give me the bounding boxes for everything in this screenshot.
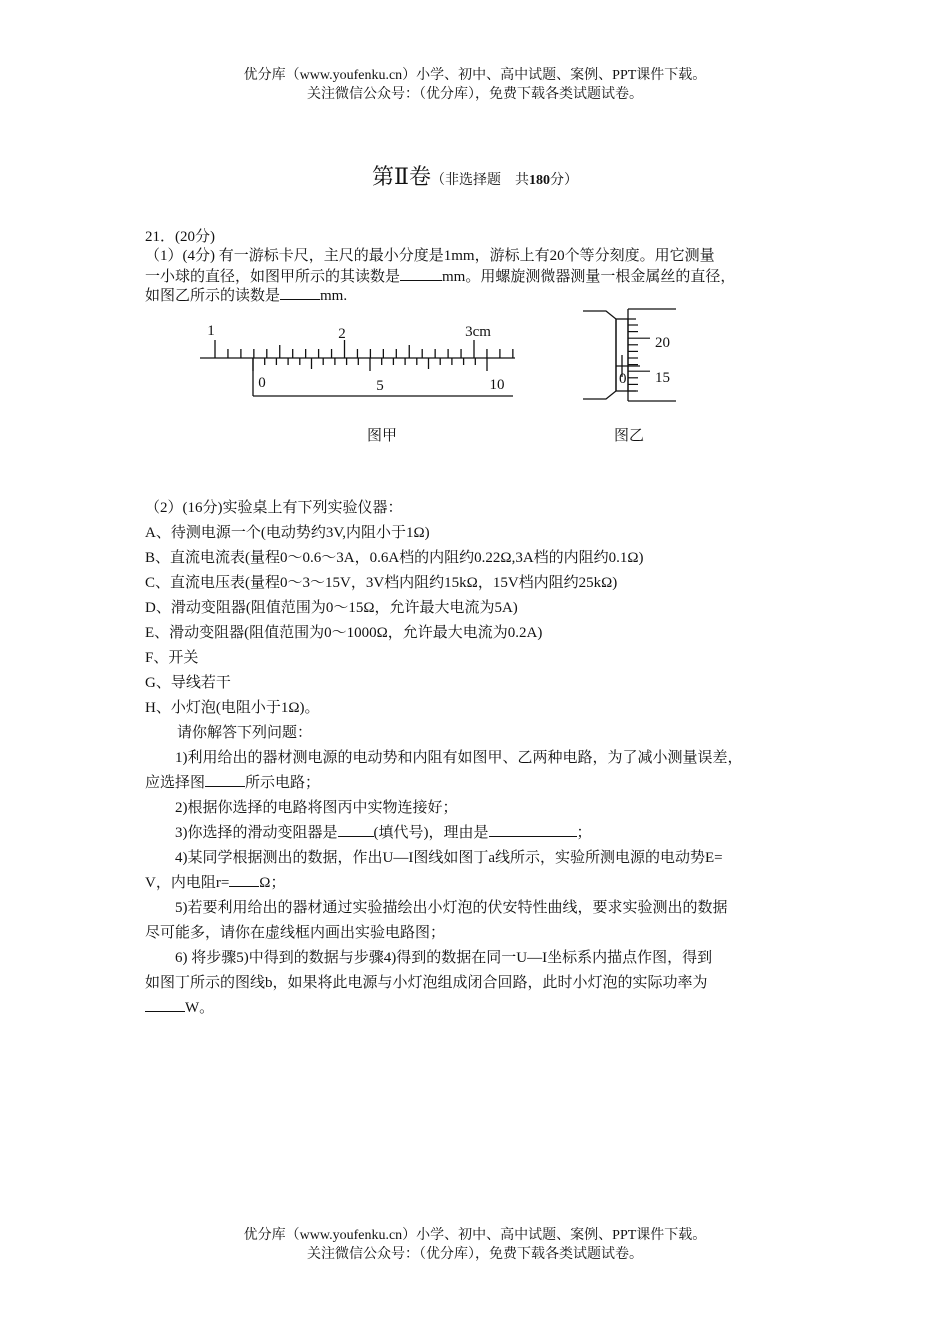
part1-line-2-text-b: mm。用螺旋测微器测量一根金属丝的直径， [442,269,736,285]
main-scale-label-1: 1 [207,323,215,339]
question-number: 21．(20分) [145,229,215,245]
caliper-main-scale [200,340,515,358]
subquestion-6-line-b: 如图丁所示的图线b，如果将此电源与小灯泡组成闭合回路，此时小灯泡的实际功率为 [145,975,708,991]
main-scale-label-2: 2 [338,326,346,342]
subquestion-6-line-a: 6) 将步骤5)中得到的数据与步骤4)得到的数据在同一U—I坐标系内描点作图，得到 [175,950,713,966]
section-title-sub-suffix: 分） [549,173,578,188]
figure-caption-jia: 图甲 [367,428,398,444]
answer-blank-caliper[interactable] [400,266,442,281]
part1-line-3 [145,285,815,304]
part1-line-2-text-a: 一小球的直径，如图甲所示的其读数是 [145,269,401,285]
subquestion-3-text-c: ； [576,825,592,841]
instrument-item: D、滑动变阻器(阻值范围为0～15Ω，允许最大电流为5A) [145,600,518,616]
instrument-item: G、导线若干 [145,675,231,691]
figure-caption-yi: 图乙 [614,428,645,444]
answer-blank-circuit-choice[interactable] [205,772,245,787]
thimble-label-20: 20 [655,335,670,351]
sleeve-label-0: 0 [619,371,627,387]
micrometer-frame [583,311,616,399]
answer-blank-rheostat[interactable] [338,822,374,837]
subquestion-4-text-b: Ω； [259,875,286,891]
subquestion-4-text-a: V，内电阻r= [145,875,230,891]
subquestion-1-line-b [145,771,815,796]
instrument-item: E、滑动变阻器(阻值范围为0～1000Ω，允许最大电流为0.2A) [145,625,543,641]
micrometer-thimble [628,309,676,401]
answer-blank-reason[interactable] [489,822,577,837]
subquestion-3 [145,821,815,846]
subquestion-1-line-a: 1)利用给出的器材测电源的电动势和内阻有如图甲、乙两种电路，为了减小测量误差， [175,750,743,766]
subquestion-1-text-a: 应选择图 [145,775,206,791]
subquestion-6-text-c: W。 [185,1000,215,1016]
part1-line-3-text-a: 如图乙所示的读数是 [145,288,281,304]
section-title-main: 第Ⅱ卷 [372,164,431,189]
section-total-score: 180 [528,173,550,188]
main-scale-label-3cm: 3cm [465,324,491,340]
header-line-1: 优分库（www.youfenku.cn）小学、初中、高中试题、案例、PPT课件下载。 [243,68,707,83]
section-title-sub-prefix: （非选择题 共 [430,173,529,188]
question-21-part-1 [145,228,815,304]
vernier-label-0: 0 [258,375,266,391]
subquestion-4-line-b [145,871,815,896]
instrument-item: F、开关 [145,650,199,666]
page-header [0,66,950,104]
page-footer [0,1226,950,1264]
subquestion-5-line-b: 尽可能多，请你在虚线框内画出实验电路图； [145,925,446,941]
subquestion-3-text-b: (填代号)，理由是 [373,825,489,841]
part1-line-2 [145,266,815,285]
instrument-item: H、小灯泡(电阻小于1Ω)。 [145,700,320,716]
instrument-item: B、直流电流表(量程0～0.6～3A，0.6A档的内阻约0.22Ω,3A档的内阻约0.1Ω) [145,550,644,566]
vernier-label-5: 5 [376,378,384,394]
subquestion-4-line-a: 4)某同学根据测出的数据，作出U—I图线如图丁a线所示，实验所测电源的电动势E= [175,850,723,866]
vernier-caliper-figure [195,318,525,400]
vernier-label-10: 10 [489,377,505,393]
answer-blank-micrometer[interactable] [280,285,320,300]
part1-line-1: （1）(4分) 有一游标卡尺，主尺的最小分度是1mm，游标上有20个等分刻度。用它测量 [145,248,715,264]
question-prompt: 请你解答下列问题： [177,725,313,741]
answer-blank-internal-resistance[interactable] [229,872,259,887]
part1-line-3-text-b: mm. [320,288,348,304]
answer-blank-power[interactable] [145,997,185,1012]
part2-intro: （2）(16分)实验桌上有下列实验仪器： [145,500,403,516]
question-21-part-2 [145,496,815,1021]
section-title [0,160,950,191]
subquestion-1-text-b: 所示电路； [245,775,321,791]
micrometer-figure [578,305,688,405]
thimble-label-15: 15 [655,370,670,386]
instrument-item: A、待测电源一个(电动势约3V,内阻小于1Ω) [145,525,430,541]
thimble-ticks [628,325,650,391]
header-line-2: 关注微信公众号：（优分库），免费下载各类试题试卷。 [307,87,643,102]
subquestion-2: 2)根据你选择的电路将图丙中实物连接好； [175,800,458,816]
subquestion-5-line-a: 5)若要利用给出的器材通过实验描绘出小灯泡的伏安特性曲线，要求实验测出的数据 [175,900,728,916]
footer-line-1: 优分库（www.youfenku.cn）小学、初中、高中试题、案例、PPT课件下载。 [243,1228,707,1243]
footer-line-2: 关注微信公众号：（优分库），免费下载各类试题试卷。 [307,1247,643,1262]
instrument-item: C、直流电压表(量程0～3～15V，3V档内阻约15kΩ，15V档内阻约25kΩ) [145,575,618,591]
subquestion-6-line-c [145,996,815,1021]
subquestion-3-text-a: 3)你选择的滑动变阻器是 [175,825,338,841]
